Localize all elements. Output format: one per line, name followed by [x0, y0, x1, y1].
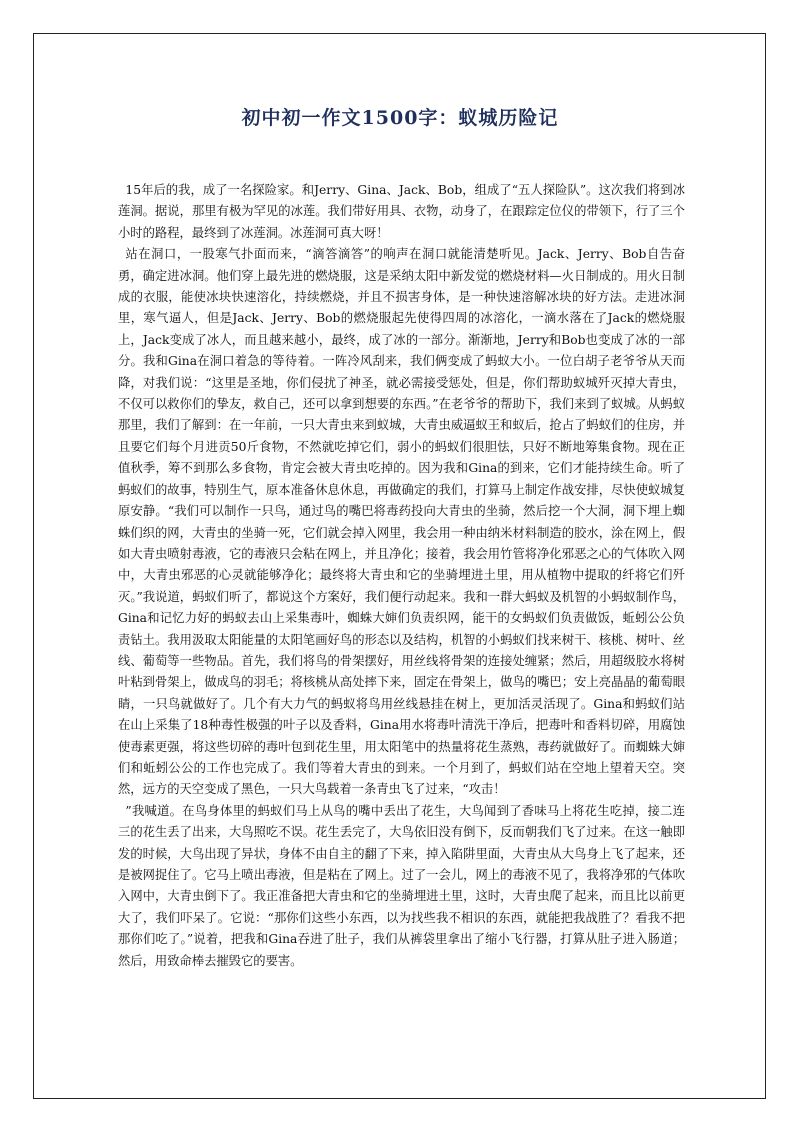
document-title: 初中初一作文1500字：蚁城历险记 — [241, 107, 559, 129]
paragraph: 站在洞口，一股寒气扑面而来，“滴答滴答”的响声在洞口就能清楚听见。Jack、Jerry、Bob自告奋勇，确定进冰洞。他们穿上最先进的燃烧服，这是采纳太阳中新发觉的燃烧材料—火日制成的。用火日制成的衣服，能使冰块快速溶化，持续燃烧，并且不损害身体，是一种快速溶解冰块的好方法。走进冰洞里，寒气逼人，但是Jack、Jerry、Bob的燃烧服起先使得四周的冰溶化，一滴水落在了Jack的燃烧服上，Jack变成了冰人，而且越来越小，最终，成了冰的一部分。渐渐地，Jerry和Bob也变成了冰的一部分。我和Gina在洞口着急的等待着。一阵冷风刮来，我们俩变成了蚂蚁大小。一位白胡子老爷爷从天而降，对我们说：“这里是圣地，你们侵扰了神圣，就必需接受惩处，但是，你们帮助蚁城歼灭掉大青虫，不仅可以救你们的挚友，救自己，还可以拿到想要的东西。”在老爷爷的帮助下，我们来到了蚁城。从蚂蚁那里，我们了解到：在一年前，一只大青虫来到蚁城，大青虫威逼蚁王和蚁后，抢占了蚂蚁们的住房，并且要它们每个月进贡50斤食物，不然就吃掉它们，弱小的蚂蚁们很胆怯，只好不断地筹集食物。现在正值秋季，筹不到那么多食物，肯定会被大青虫吃掉的。因为我和Gina的到来，它们才能持续生命。听了蚂蚁们的故事，特别生气，原本准备休息休息，再做确定的我们，打算马上制定作战安排，尽快使蚁城复原安静。“我们可以制作一只鸟，通过鸟的嘴巴将毒药投向大青虫的坐骑，然后挖一个大洞，洞下埋上蜘蛛们织的网，大青虫的坐骑一死，它们就会掉入网里，我会用一种由纳米材料制造的胶水，涂在网上，假如大青虫喷射毒液，它的毒液只会粘在网上，并且净化；接着，我会用竹管将净化邪恶之心的气体吹入网中，大青虫邪恶的心灵就能够净化；最终将大青虫和它的坐骑埋进土里，用从植物中提取的纤将它们歼灭。”我说道，蚂蚁们听了，都说这个方案好，我们便行动起来。我和一群大蚂蚁及机智的小蚂蚁制作鸟，Gina和记忆力好的蚂蚁去山上采集毒叶，蜘蛛大婶们负责织网，能干的女蚂蚁们负责做饭，蚯蚓公公负责钻土。我用汲取太阳能量的太阳笔画好鸟的形态以及结构，机智的小蚂蚁们找来树干、核桃、树叶、丝线、葡萄等一些物品。首先，我们将鸟的骨架摆好，用丝线将骨架的连接处缠紧；然后，用超级胶水将树叶粘到骨架上，做成鸟的羽毛；将核桃从高处摔下来，固定在骨架上，做鸟的嘴巴；安上亮晶晶的葡萄眼睛，一只鸟就做好了。几个有大力气的蚂蚁将鸟用丝线悬挂在树上，更加活灵活现了。Gina和蚂蚁们站在山上采集了18种毒性极强的叶子以及香料，Gina用水将毒叶清洗干净后，把毒叶和香料切碎，用腐蚀使毒素更强，将这些切碎的毒叶包到花生里，用太阳笔中的热量将花生蒸熟，毒药就做好了。而蜘蛛大婶们和蚯蚓公公的工作也完成了。我们等着大青虫的到来。一个月到了，蚂蚁们站在空地上望着天空。突然，远方的天空变成了黑色，一只大鸟载着一条青虫飞了过来，“攻击！ — [118, 247, 685, 797]
paragraph: 15年后的我，成了一名探险家。和Jerry、Gina、Jack、Bob，组成了“五人探险队”。这次我们将到冰莲洞。据说，那里有极为罕见的冰莲。我们带好用具、衣物，动身了，在跟踪定位仪的带领下，行了三个小时的路程，最终到了冰莲洞。冰莲洞可真大呀！ — [118, 183, 685, 240]
paragraph: ”我喊道。在鸟身体里的蚂蚁们马上从鸟的嘴中丢出了花生，大鸟闻到了香味马上将花生吃掉，接二连三的花生丢了出来，大鸟照吃不误。花生丢完了，大鸟依旧没有倒下，反而朝我们飞了过来。在这一触即发的时候，大鸟出现了异状，身体不由自主的翻了下来，掉入陷阱里面，大青虫从大鸟身上飞了起来，还是被网捉住了。它马上喷出毒液，但是粘在了网上。过了一会儿，网上的毒液不见了，我将净邪的气体吹入网中，大青虫倒下了。我正准备把大青虫和它的坐骑埋进土里，这时，大青虫爬了起来，而且比以前更大了，我们吓呆了。它说：“那你们这些小东西，以为找些我不相识的东西，就能把我战胜了？看我不把那你们吃了。”说着，把我和Gina吞进了肚子，我们从裤袋里拿出了缩小飞行器，打算从肚子进入肠道；然后，用致命棒去摧毁它的要害。 — [118, 803, 685, 968]
document-body — [118, 180, 685, 972]
